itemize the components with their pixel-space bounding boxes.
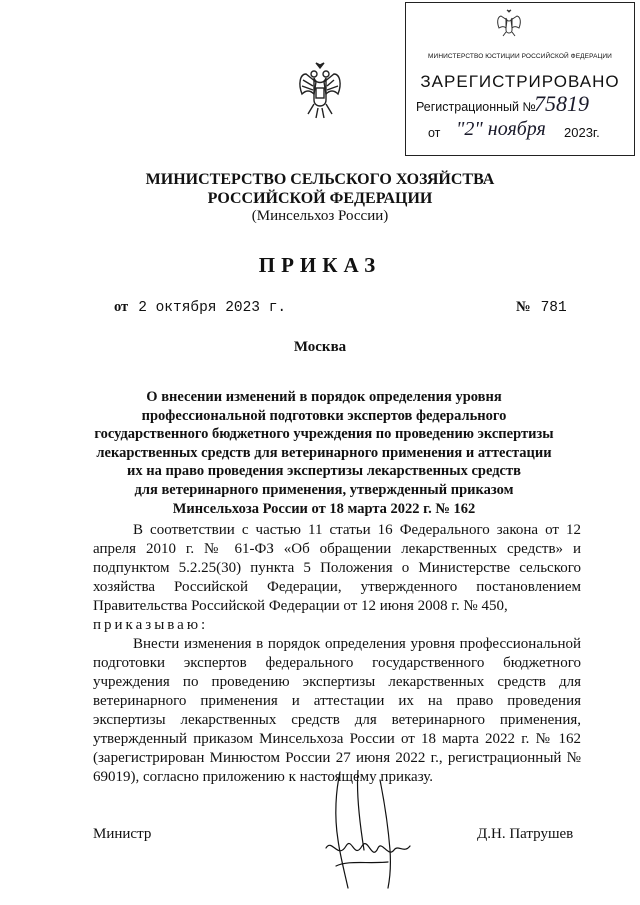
title-line: Минсельхоза России от 18 марта 2022 г. № 162 xyxy=(172,500,476,517)
stamp-ministry-name: МИНИСТЕРСТВО ЮСТИЦИИ РОССИЙСКОЙ ФЕДЕРАЦИИ xyxy=(428,53,612,60)
stamp-date-label: от xyxy=(428,126,441,140)
title-line: лекарственных средств для ветеринарного применения и аттестации xyxy=(96,444,552,461)
document-type: ПРИКАЗ xyxy=(258,253,382,277)
order-number-value: 781 xyxy=(540,300,567,316)
registration-stamp xyxy=(405,2,635,156)
ministry-short-name: (Минсельхоз России) xyxy=(251,208,389,224)
stamp-date-value: "2" ноября xyxy=(456,118,546,140)
coat-of-arms-emblem xyxy=(296,60,344,124)
ministry-name-line2: РОССИЙСКОЙ ФЕДЕРАЦИИ xyxy=(207,190,433,207)
title-line: государственного бюджетного учреждения по проведению экспертизы xyxy=(94,426,554,443)
stamp-date-year: 2023г. xyxy=(564,125,600,140)
stamp-reg-number: 75819 xyxy=(534,91,589,116)
handwritten-signature xyxy=(318,770,413,890)
title-line: профессиональной подготовки экспертов федерального xyxy=(141,407,507,424)
title-line: для ветеринарного применения, утвержденный приказом xyxy=(134,481,514,498)
main-text: Внести изменения в порядок определения уровня профессиональной подготовки экспертов федерального государственного бюджетного учреждения по проведению экспертизы лекарственных средств для ветеринарного применения и аттестации их на право проведения экспертизы лекарственных средств для ветеринарного применения, утвержденный приказом Минсельхоза России от 18 марта 2022 г. № 162 (зарегистрирован Минюстом России 27 июня 2022 г., регистрационный № 69019), согласно приложению к настоящему приказу. xyxy=(93,636,581,785)
order-directive: приказываю: xyxy=(93,617,209,633)
paragraph-main xyxy=(93,635,581,787)
document-title xyxy=(80,388,568,518)
title-line: их на право проведения экспертизы лекарственных средств xyxy=(127,463,521,480)
ministry-name-line1: МИНИСТЕРСТВО СЕЛЬСКОГО ХОЗЯЙСТВА xyxy=(145,171,495,188)
signatory-position: Министр xyxy=(93,826,152,842)
order-number xyxy=(516,299,567,316)
order-number-label: № xyxy=(516,299,531,315)
order-date-value: 2 октября 2023 г. xyxy=(138,300,287,316)
signatory-name: Д.Н. Патрушев xyxy=(477,826,574,842)
order-date-label: от xyxy=(114,299,129,315)
paragraph-preamble xyxy=(93,521,581,635)
preamble-text: В соответствии с частью 11 статьи 16 Федерального закона от 12 апреля 2010 г. № 61-ФЗ «Об обращении лекарственных средств» и подпунктом 5.2.25(30) пункта 5 Положения о Министерстве сельского хозяйства Российской Федерации, утвержденного постановлением Правительства Российской Федерации от 12 июня 2008 г. № 450, xyxy=(93,522,581,614)
stamp-emblem-icon xyxy=(496,9,522,37)
stamp-reg-number-label: Регистрационный № xyxy=(416,100,536,114)
title-line: О внесении изменений в порядок определения уровня xyxy=(146,389,502,405)
city: Москва xyxy=(293,339,347,355)
order-date xyxy=(114,299,286,316)
stamp-registered-label: ЗАРЕГИСТРИРОВАНО xyxy=(420,72,620,91)
